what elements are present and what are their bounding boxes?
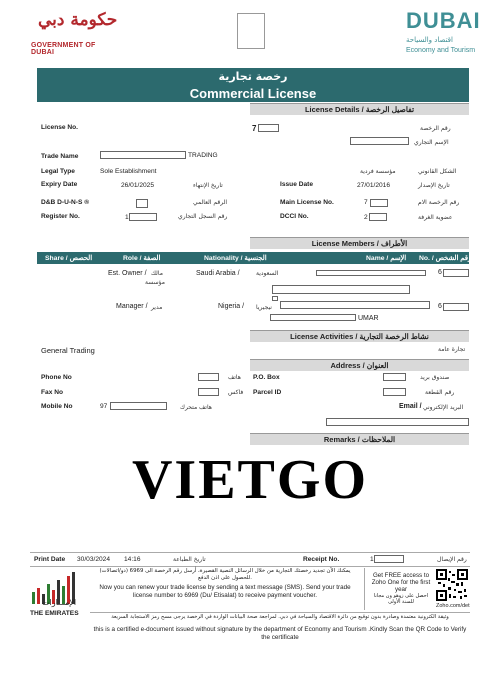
trade-name-ar: الإسم التجاري <box>414 139 449 146</box>
print-time-value: 14:16 <box>124 556 141 563</box>
issue-date-label: Issue Date <box>280 181 313 188</box>
footer-divider-3 <box>90 612 470 613</box>
footer-divider <box>30 552 470 553</box>
main-license-ar: رقم الرخصة الام <box>418 199 460 206</box>
member-nationality: Saudi Arabia / <box>196 270 240 277</box>
emirates-ar: الإمـــارات <box>42 598 77 607</box>
title-english: Commercial License <box>189 86 317 101</box>
mobile-box <box>110 402 167 410</box>
zoho-offer-en: Get FREE access to Zoho One for the first year <box>371 572 431 593</box>
verify-text-ar: وثيقة الكترونية معتمدة وصادرة بدون توقيع من دائرة الاقتصاد والسياحة في دبي. لمراجعة صحة البيانات الواردة في الرخصة يرجى مسح رمز الاستجابة السريعة <box>111 614 449 620</box>
receipt-label: Receipt No. <box>303 556 340 563</box>
parcel-box <box>383 388 406 396</box>
member-role: Manager / <box>116 303 148 310</box>
dcci-no-box <box>369 213 387 221</box>
sms-text-ar: يمكنك الآن تجديد رخصتك التجارية من خلال الرسائل النصية القصيرة، أرسل رقم الرخصة الى 6969 (دو/اتصالات) للحصول على اذن الدفع. <box>99 568 351 581</box>
member-no-box <box>443 303 469 311</box>
duns-ar: الرقم العالمي <box>193 199 228 206</box>
register-no-value: 1 <box>125 214 129 221</box>
duns-box <box>136 199 148 208</box>
main-license-label: Main License No. <box>280 199 334 206</box>
col-role: Role / الصفة <box>123 255 161 262</box>
member-role-ar: مالك <box>151 270 163 277</box>
print-date-value: 30/03/2024 <box>77 556 111 563</box>
legal-type-label: Legal Type <box>41 168 75 175</box>
license-activities-header: License Activities / نشاط الرخصة التجارية <box>250 330 469 342</box>
the-emirates-logo <box>28 570 86 620</box>
address-header: Address / العنوان <box>250 359 469 371</box>
legal-type-value-ar: مؤسسة فردية <box>360 168 396 175</box>
mobile-ar: هاتف متحرك <box>180 404 212 411</box>
vietgo-watermark: VIETGO <box>131 449 369 511</box>
member-nationality-ar: السعودية <box>256 270 279 277</box>
print-date-ar: تاريخ الطباعة <box>173 556 206 563</box>
email-ar: البريد الإلكتروني <box>423 404 464 411</box>
member-name-box <box>316 270 426 276</box>
col-no: No. / رقم الشخص <box>419 255 472 262</box>
receipt-value: 1 <box>370 556 374 563</box>
email-label: Email / <box>399 403 422 410</box>
phone-label: Phone No <box>41 374 72 381</box>
license-members-header: License Members / الأطراف <box>250 237 469 249</box>
member-role: Est. Owner / <box>108 270 147 277</box>
dcci-no-ar: عضوية الغرفة <box>418 214 453 221</box>
footer-divider-2 <box>30 566 470 567</box>
member-name-extra-box-1 <box>272 285 410 294</box>
duns-label: D&B D-U-N-S ® <box>41 199 90 206</box>
det-arabic: اقتصاد والسياحة <box>406 36 453 44</box>
license-no-label: License No. <box>41 124 79 131</box>
pobox-label: P.O. Box <box>253 374 280 381</box>
register-no-box <box>129 213 157 221</box>
activities-value: General Trading <box>41 346 95 355</box>
qr-code-icon <box>436 569 468 601</box>
det-english: Economy and Tourism <box>406 47 476 54</box>
register-no-ar: رقم السجل التجاري <box>178 213 228 220</box>
col-share: Share / الحصص <box>45 255 93 262</box>
trade-name-value: TRADING <box>188 152 218 159</box>
activities-ar: تجارة عامة <box>438 346 466 353</box>
trade-name-top-box <box>350 137 409 145</box>
trade-name-label: Trade Name <box>41 153 79 160</box>
government-of-dubai-logo <box>28 10 120 54</box>
member-nationality: Nigeria / <box>218 303 245 310</box>
expiry-date-value: 26/01/2025 <box>121 182 155 189</box>
title-arabic: رخصة تجارية <box>218 70 288 83</box>
emirates-en: THE EMIRATES <box>30 610 79 617</box>
expiry-date-label: Expiry Date <box>41 181 78 188</box>
verify-text-en: this is a certified e-document issued without signature by the department of Economy and Tourism .Kindly Scan the QR Code to Verify the certificate <box>93 626 467 641</box>
redacted-block <box>237 13 265 49</box>
parcel-ar: رقم القطعة <box>425 389 455 396</box>
mobile-label: Mobile No <box>41 403 73 410</box>
issue-date-value: 27/01/2016 <box>357 182 391 189</box>
receipt-ar: رقم الإيصال <box>437 556 467 563</box>
members-column-header <box>37 252 472 264</box>
dcci-no-value: 2 <box>364 214 368 221</box>
sms-text-en: Now you can renew your trade license by sending a text message (SMS). Send your trade license number to 6969 (Du/ Etisalat) to receive payment voucher. <box>99 584 351 599</box>
fax-box <box>198 388 219 396</box>
member-no: 6 <box>438 303 442 310</box>
title-banner <box>37 68 469 102</box>
col-nationality: Nationality / الجنسية <box>204 255 267 262</box>
gov-logo-arabic: حكومة دبي <box>38 10 118 30</box>
member-role-ar: مدير <box>151 304 163 311</box>
pobox-box <box>383 373 406 381</box>
member-no-box <box>443 269 469 277</box>
zoho-offer-ar: احصل على زوهو ون مجانا للسنة الأولى <box>373 593 429 605</box>
remarks-header: Remarks / الملاحظات <box>250 433 469 445</box>
main-license-box <box>370 199 388 207</box>
member-no: 6 <box>438 269 442 276</box>
zoho-offer <box>364 568 434 610</box>
mobile-value: 97 <box>100 403 108 410</box>
license-no-ar: رقم الرخصة <box>420 125 451 132</box>
col-name: Name / الإسم <box>366 255 407 262</box>
dubai-economy-tourism-logo <box>404 8 484 58</box>
print-date-label: Print Date <box>34 556 66 563</box>
member-name-box <box>280 301 430 309</box>
member-name-extra-box-2 <box>272 296 278 301</box>
expiry-date-ar: تاريخ الإنتهاء <box>193 182 223 189</box>
fax-ar: فاكس <box>228 389 244 396</box>
legal-type-ar: الشكل القانوني <box>418 168 457 175</box>
member-name: UMAR <box>358 315 379 322</box>
member-role-ar2: مؤسسة <box>145 279 165 286</box>
member-name-box-2 <box>270 314 356 321</box>
main-license-value: 7 <box>364 199 368 206</box>
parcel-label: Parcel ID <box>253 389 282 396</box>
email-box <box>326 418 469 426</box>
phone-box <box>198 373 219 381</box>
license-no-value: 7 <box>252 124 257 133</box>
dcci-no-label: DCCI No. <box>280 213 309 220</box>
register-no-label: Register No. <box>41 213 80 220</box>
member-nationality-ar: نيجيريا <box>256 304 272 311</box>
legal-type-value: Sole Establishment <box>100 168 157 175</box>
dubai-wordmark: DUBAI <box>406 8 481 33</box>
receipt-box <box>374 555 404 563</box>
license-details-header: License Details / تفاصيل الرخصة <box>250 103 469 115</box>
pobox-ar: صندوق بريد <box>420 374 450 381</box>
license-no-box <box>258 124 279 132</box>
zoho-url: Zoho.com/det <box>436 603 470 609</box>
trade-name-box <box>100 151 186 159</box>
gov-logo-english: GOVERNMENT OF DUBAI <box>31 42 96 56</box>
issue-date-ar: تاريخ الإصدار <box>418 182 450 189</box>
fax-label: Fax No <box>41 389 63 396</box>
phone-ar: هاتف <box>228 374 241 381</box>
